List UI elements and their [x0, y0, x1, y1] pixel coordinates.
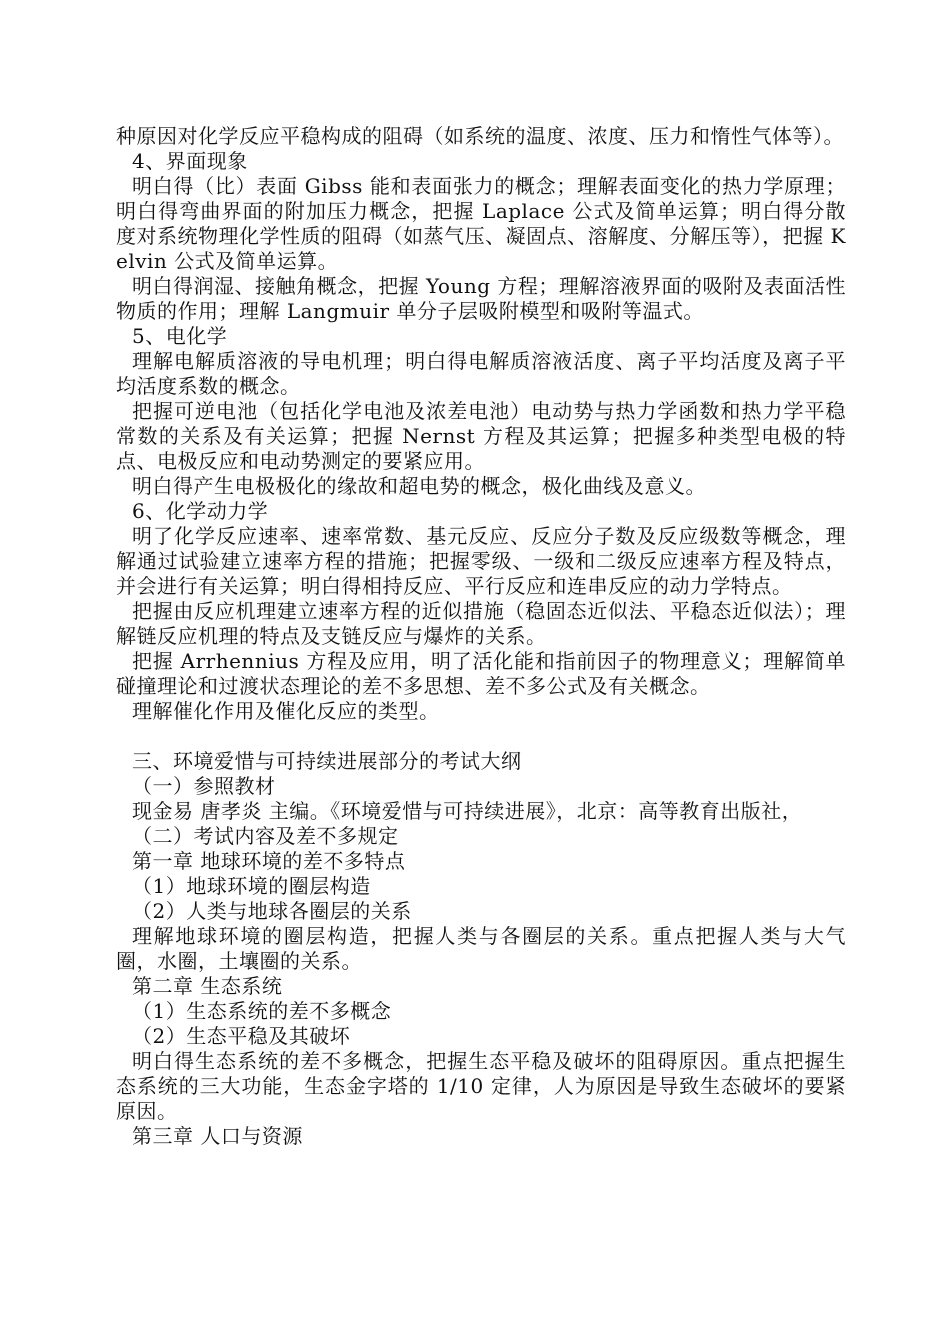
- paragraph: 明了化学反应速率、速率常数、基元反应、反应分子数及反应级数等概念，理解通过试验建立速率方程的措施；把握零级、一级和二级反应速率方程及特点，并会进行有关运算；明白得相持反应、平行反应和连串反应的动力学特点。: [116, 524, 846, 598]
- list-item: （2）生态平稳及其破坏: [132, 1024, 351, 1048]
- list-item: （1）生态系统的差不多概念: [132, 999, 392, 1023]
- paragraph: 理解地球环境的圈层构造，把握人类与各圈层的关系。重点把握人类与大气圈，水圈，土壤圈的关系。: [116, 924, 846, 973]
- paragraph: 现金易 唐孝炎 主编。《环境爱惜与可持续进展》，北京：高等教育出版社，: [132, 799, 803, 823]
- paragraph: 理解电解质溶液的导电机理；明白得电解质溶液活度、离子平均活度及离子平均活度系数的概念。: [116, 349, 846, 398]
- section-heading-electrochemistry: 5、电化学: [132, 324, 228, 348]
- paragraph: 把握 Arrhennius 方程及应用，明了活化能和指前因子的物理意义；理解简单碰撞理论和过渡状态理论的差不多思想、差不多公式及有关概念。: [116, 649, 846, 698]
- document-body: [116, 124, 846, 1149]
- section-heading-interface: 4、界面现象: [132, 149, 248, 173]
- paragraph: 把握由反应机理建立速率方程的近似措施（稳固态近似法、平稳态近似法）；理解链反应机理的特点及支链反应与爆炸的关系。: [116, 599, 846, 648]
- part-heading-environment: 三、环境爱惜与可持续进展部分的考试大纲: [132, 749, 522, 773]
- list-item: （1）地球环境的圈层构造: [132, 874, 371, 898]
- paragraph: 把握可逆电池（包括化学电池及浓差电池）电动势与热力学函数和热力学平稳常数的关系及有关运算；把握 Nernst 方程及其运算；把握多种类型电极的特点、电极反应和电动势测定的要紧应用。: [116, 399, 846, 473]
- paragraph: 明白得（比）表面 Gibss 能和表面张力的概念；理解表面变化的热力学原理；明白得弯曲界面的附加压力概念，把握 Laplace 公式及简单运算；明白得分散度对系统物理化学性质的阻碍（如蒸气压、凝固点、溶解度、分解压等），把握 Kelvin 公式及简单运算。: [116, 174, 846, 273]
- paragraph: 明白得生态系统的差不多概念，把握生态平稳及破坏的阻碍原因。重点把握生态系统的三大功能，生态金字塔的 1/10 定律，人为原因是导致生态破坏的要紧原因。: [116, 1049, 846, 1123]
- subheading-reference-textbook: （一）参照教材: [132, 774, 276, 798]
- chapter-heading-1: 第一章 地球环境的差不多特点: [132, 849, 406, 873]
- chapter-heading-2: 第二章 生态系统: [132, 974, 283, 998]
- paragraph: 明白得产生电极极化的缘故和超电势的概念，极化曲线及意义。: [132, 474, 706, 498]
- blank-line: [116, 724, 846, 749]
- subheading-exam-content: （二）考试内容及差不多规定: [132, 824, 399, 848]
- paragraph-continuation: 种原因对化学反应平稳构成的阻碍（如系统的温度、浓度、压力和惰性气体等）。: [116, 124, 844, 148]
- section-heading-kinetics: 6、化学动力学: [132, 499, 269, 523]
- list-item: （2）人类与地球各圈层的关系: [132, 899, 412, 923]
- paragraph: 明白得润湿、接触角概念，把握 Young 方程；理解溶液界面的吸附及表面活性物质的作用；理解 Langmuir 单分子层吸附模型和吸附等温式。: [116, 274, 846, 323]
- paragraph: 理解催化作用及催化反应的类型。: [132, 699, 440, 723]
- chapter-heading-3: 第三章 人口与资源: [132, 1124, 303, 1148]
